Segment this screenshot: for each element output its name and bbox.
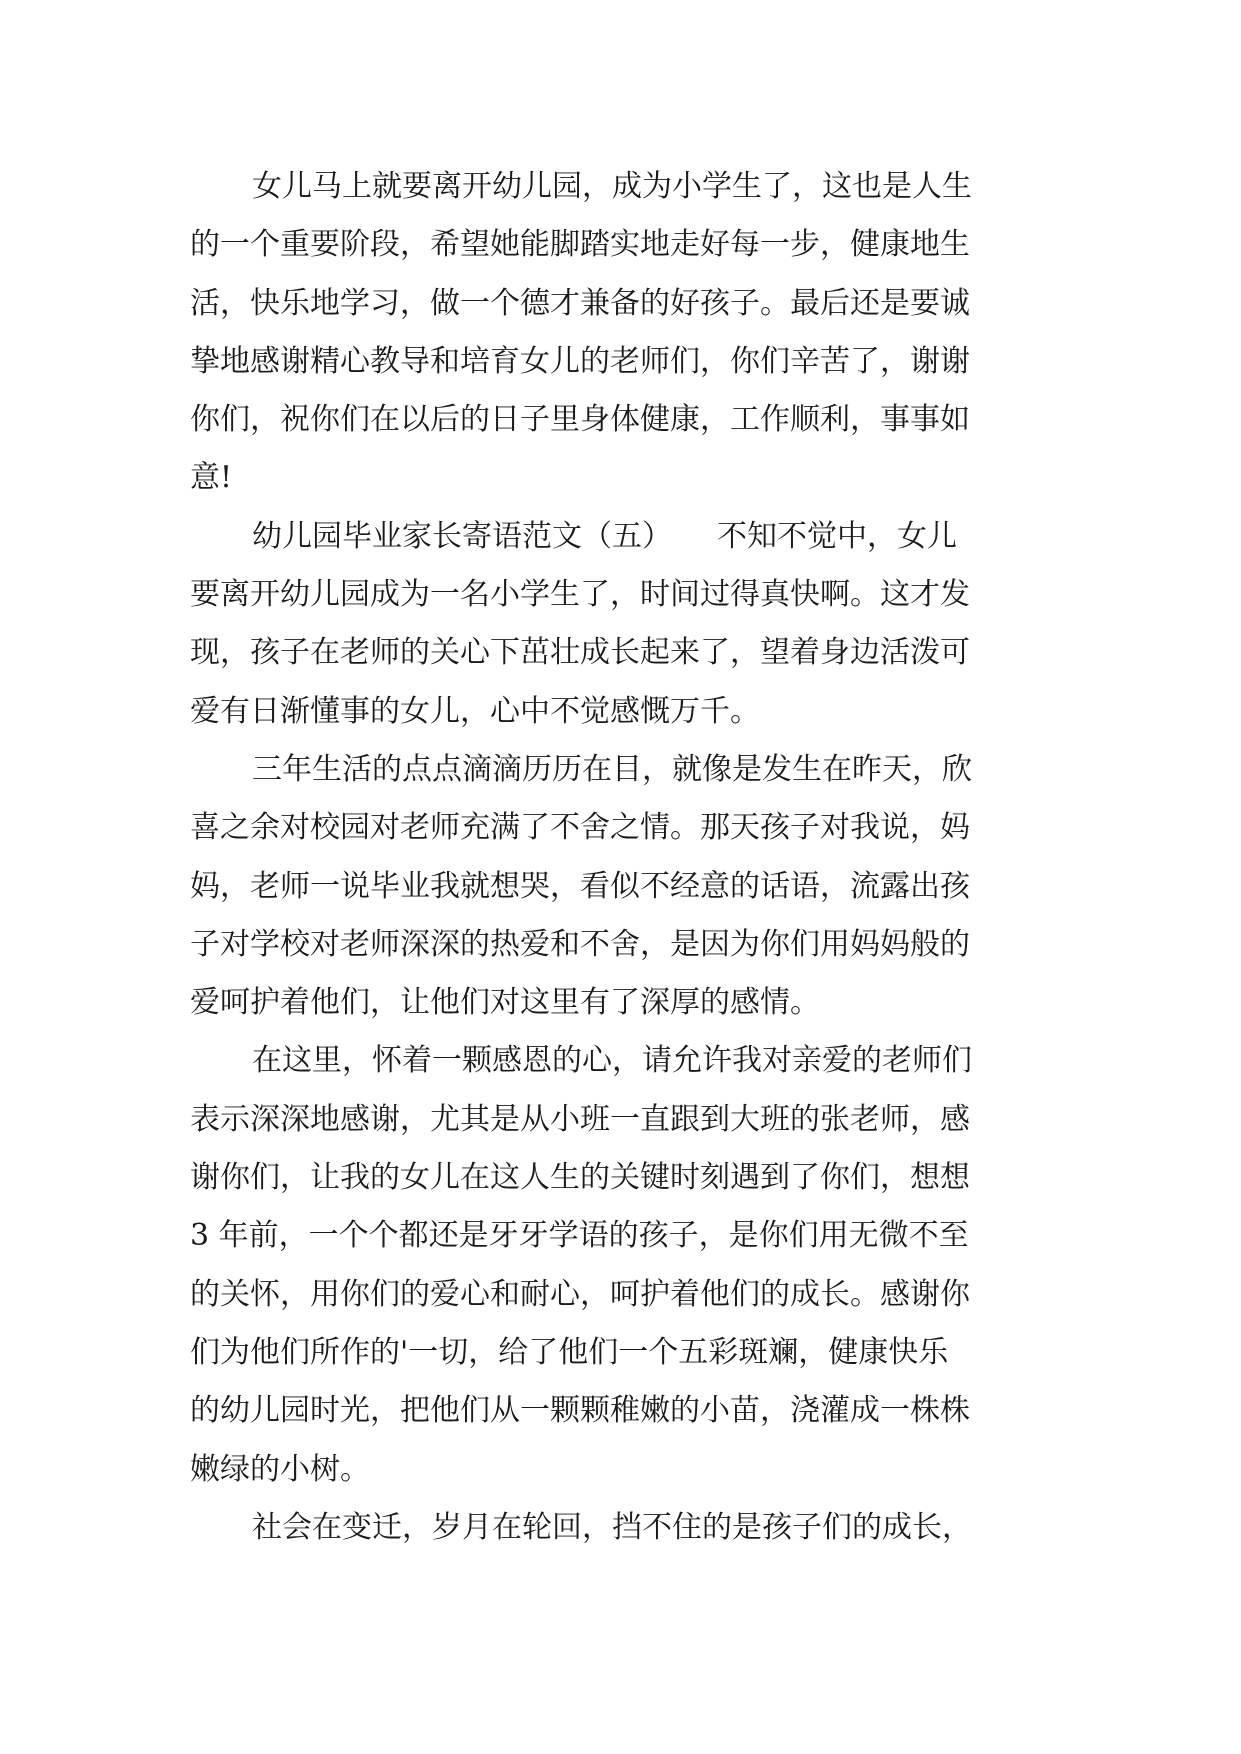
text-line: 活，快乐地学习，做一个德才兼备的好孩子。最后还是要诚: [190, 285, 970, 321]
paragraph-5: [190, 1499, 1050, 1557]
text-line: 在这里，怀着一颗感恩的心，请允许我对亲爱的老师们: [252, 1043, 972, 1079]
text-line: 子对学校对老师深深的热爱和不舍，是因为你们用妈妈般的: [190, 926, 970, 962]
text-line: 的关怀，用你们的爱心和耐心，呵护着他们的成长。感谢你: [190, 1276, 970, 1312]
text-line: 谢你们，让我的女儿在这人生的关键时刻遇到了你们，想想: [190, 1160, 970, 1196]
text-line: 爱有日渐懂事的女儿，心中不觉感慨万千。: [190, 693, 760, 729]
text-line: 三年生活的点点滴滴历历在目，就像是发生在昨天，欣: [252, 751, 972, 787]
text-line: 嫩绿的小树。: [190, 1451, 370, 1487]
text-line: 幼儿园毕业家长寄语范文（五） 不知不觉中，女儿: [252, 518, 957, 554]
text-line: 意!: [190, 460, 233, 496]
text-line: 挚地感谢精心教导和培育女儿的老师们，你们辛苦了，谢谢: [190, 343, 970, 379]
paragraph-2: [190, 508, 1050, 741]
text-line: 女儿马上就要离开幼儿园，成为小学生了，这也是人生: [252, 169, 972, 204]
text-line: 表示深深地感谢，尤其是从小班一直跟到大班的张老师，感: [190, 1101, 970, 1137]
text-line: 要离开幼儿园成为一名小学生了，时间过得真快啊。这才发: [190, 577, 970, 613]
text-line: 的幼儿园时光，把他们从一颗颗稚嫩的小苗，浇灌成一株株: [190, 1393, 970, 1429]
paragraph-1: [190, 158, 1050, 508]
text-line: 喜之余对校园对老师充满了不舍之情。那天孩子对我说，妈: [190, 810, 970, 846]
paragraph-4: [190, 1032, 1050, 1498]
text-line: 妈，老师一说毕业我就想哭，看似不经意的话语，流露出孩: [190, 868, 970, 904]
text-line: 你们，祝你们在以后的日子里身体健康，工作顺利，事事如: [190, 402, 970, 438]
text-line: 爱呵护着他们，让他们对这里有了深厚的感情。: [190, 985, 820, 1021]
text-line: 3 年前，一个个都还是牙牙学语的孩子，是你们用无微不至: [190, 1218, 969, 1254]
text-line: 的一个重要阶段，希望她能脚踏实地走好每一步，健康地生: [190, 227, 970, 263]
paragraph-3: [190, 741, 1050, 1032]
text-line: 社会在变迁，岁月在轮回，挡不住的是孩子们的成长，: [252, 1509, 972, 1545]
text-line: 们为他们所作的'一切，给了他们一个五彩斑斓，健康快乐: [190, 1334, 949, 1370]
text-line: 现，孩子在老师的关心下茁壮成长起来了，望着身边活泼可: [190, 635, 970, 671]
document-body: [190, 158, 1050, 1557]
